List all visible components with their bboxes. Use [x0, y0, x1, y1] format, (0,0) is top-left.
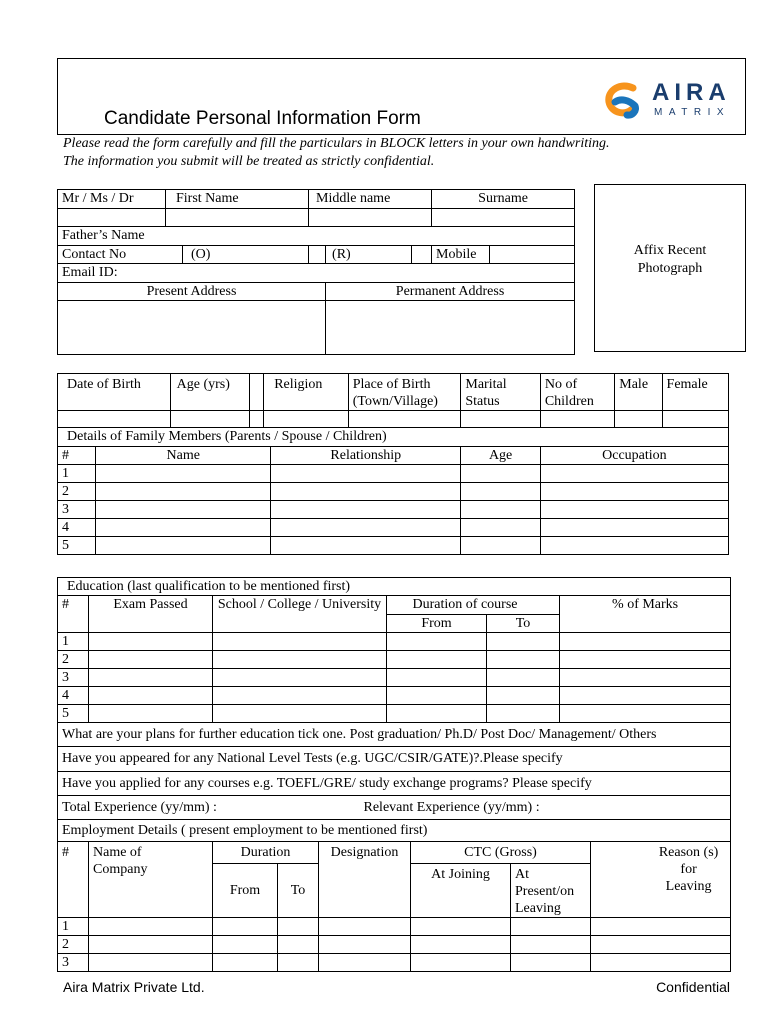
edu-to-field[interactable]: [487, 705, 560, 723]
email-field[interactable]: Email ID:: [58, 264, 575, 283]
marital-status-field[interactable]: [461, 411, 540, 428]
edu-from-field[interactable]: [387, 687, 487, 705]
emp-company-field[interactable]: [89, 936, 213, 954]
family-col-relationship: Relationship: [271, 447, 461, 465]
emp-reason-field[interactable]: [591, 954, 731, 972]
emp-to-field[interactable]: [278, 918, 319, 936]
religion-label: Religion: [264, 374, 349, 411]
family-col-occupation: Occupation: [540, 447, 728, 465]
row-number: 3: [58, 954, 89, 972]
row-number: 1: [58, 465, 96, 483]
emp-to-field[interactable]: [278, 936, 319, 954]
family-col-age: Age: [461, 447, 540, 465]
employment-section-title: Employment Details ( present employment to be mentioned first): [58, 820, 731, 842]
place-of-birth-label: Place of Birth (Town/Village): [348, 374, 461, 411]
courses-question[interactable]: Have you applied for any courses e.g. TOEFL/GRE/ study exchange programs? Please specify: [58, 772, 731, 796]
emp-col-company: Name of Company: [89, 842, 213, 918]
emp-col-hash: #: [58, 842, 89, 918]
family-relationship-field[interactable]: [271, 519, 461, 537]
male-checkbox[interactable]: [615, 411, 662, 428]
female-label: Female: [662, 374, 728, 411]
edu-exam-field[interactable]: [89, 687, 213, 705]
family-age-field[interactable]: [461, 519, 540, 537]
edu-exam-field[interactable]: [89, 669, 213, 687]
row-number: 2: [58, 651, 89, 669]
table-row: [58, 465, 729, 483]
female-checkbox[interactable]: [662, 411, 728, 428]
emp-col-designation: Designation: [319, 842, 411, 918]
photo-label-1: Affix Recent: [633, 243, 707, 258]
children-label: No of Children: [540, 374, 614, 411]
emp-col-joining: At Joining: [411, 864, 511, 918]
family-relationship-field[interactable]: [271, 465, 461, 483]
salutation-label: Mr / Ms / Dr: [58, 190, 166, 209]
family-age-field[interactable]: [461, 501, 540, 519]
edu-from-field[interactable]: [387, 651, 487, 669]
family-name-field[interactable]: [96, 501, 271, 519]
emp-joining-field[interactable]: [411, 918, 511, 936]
contact-gap-cell: [412, 246, 432, 264]
bio-spacer-cell: [250, 374, 264, 411]
emp-joining-field[interactable]: [411, 936, 511, 954]
row-number: 5: [58, 705, 89, 723]
footer-company: Aira Matrix Private Ltd.: [63, 979, 205, 995]
first-name-label: First Name: [166, 190, 309, 209]
edu-from-field[interactable]: [387, 705, 487, 723]
row-number: 2: [58, 483, 96, 501]
table-row: [58, 669, 731, 687]
table-row: [58, 954, 731, 972]
emp-col-reason: Reason (s) for Leaving: [591, 842, 731, 918]
emp-from-field[interactable]: [213, 954, 278, 972]
instruction-line-1: Please read the form carefully and fill the particulars in BLOCK letters in your own handwriting.: [63, 136, 610, 151]
relevant-experience-field[interactable]: Relevant Experience (yy/mm) :: [319, 796, 731, 820]
bio-spacer-field: [250, 411, 264, 428]
family-occupation-field[interactable]: [540, 483, 728, 501]
family-section-title: Details of Family Members (Parents / Spouse / Children): [58, 428, 729, 447]
photo-label-2: Photograph: [637, 261, 703, 276]
marital-status-label: Marital Status: [461, 374, 540, 411]
emp-present-field[interactable]: [511, 918, 591, 936]
edu-exam-field[interactable]: [89, 633, 213, 651]
edu-marks-field[interactable]: [560, 705, 731, 723]
family-occupation-field[interactable]: [540, 537, 728, 555]
emp-present-field[interactable]: [511, 954, 591, 972]
family-occupation-field[interactable]: [540, 501, 728, 519]
edu-from-field[interactable]: [387, 669, 487, 687]
edu-col-marks: % of Marks: [560, 596, 731, 633]
contact-divider-cell: [309, 246, 326, 264]
age-field[interactable]: [170, 411, 249, 428]
row-number: 1: [58, 918, 89, 936]
page-title: Candidate Personal Information Form: [104, 108, 421, 129]
edu-to-field[interactable]: [487, 687, 560, 705]
table-row: [58, 936, 731, 954]
edu-marks-field[interactable]: [560, 651, 731, 669]
row-number: 4: [58, 519, 96, 537]
present-address-field[interactable]: [58, 301, 326, 355]
edu-to-field[interactable]: [487, 651, 560, 669]
male-label: Male: [615, 374, 662, 411]
personal-info-table: [57, 189, 575, 355]
instruction-line-2: The information you submit will be treated as strictly confidential.: [63, 154, 435, 169]
edu-col-exam: Exam Passed: [89, 596, 213, 633]
family-col-name: Name: [96, 447, 271, 465]
edu-marks-field[interactable]: [560, 633, 731, 651]
emp-designation-field[interactable]: [319, 918, 411, 936]
table-row: [58, 705, 731, 723]
mobile-field[interactable]: [490, 246, 575, 264]
total-experience-field[interactable]: Total Experience (yy/mm) :: [58, 796, 319, 820]
edu-school-field[interactable]: [213, 651, 387, 669]
emp-company-field[interactable]: [89, 954, 213, 972]
present-address-label: Present Address: [58, 283, 326, 301]
contact-residence-field[interactable]: (R): [326, 246, 412, 264]
emp-company-field[interactable]: [89, 918, 213, 936]
education-section-title: Education (last qualification to be mentioned first): [58, 578, 731, 596]
place-of-birth-field[interactable]: [348, 411, 461, 428]
family-col-hash: #: [58, 447, 96, 465]
permanent-address-label: Permanent Address: [326, 283, 575, 301]
emp-reason-field[interactable]: [591, 918, 731, 936]
family-occupation-field[interactable]: [540, 465, 728, 483]
emp-col-to: To: [278, 864, 319, 918]
edu-school-field[interactable]: [213, 705, 387, 723]
father-name-field[interactable]: Father’s Name: [58, 227, 575, 246]
emp-col-present: At Present/on Leaving: [511, 864, 591, 918]
first-name-field[interactable]: [166, 209, 309, 227]
edu-col-hash: #: [58, 596, 89, 633]
table-row: [58, 651, 731, 669]
dob-label: Date of Birth: [58, 374, 171, 411]
table-row: [58, 687, 731, 705]
edu-from-field[interactable]: [387, 633, 487, 651]
family-age-field[interactable]: [461, 465, 540, 483]
national-tests-question[interactable]: Have you appeared for any National Level Tests (e.g. UGC/CSIR/GATE)?.Please specify: [58, 747, 731, 772]
dob-field[interactable]: [58, 411, 171, 428]
edu-school-field[interactable]: [213, 687, 387, 705]
edu-to-field[interactable]: [487, 633, 560, 651]
emp-reason-field[interactable]: [591, 936, 731, 954]
salutation-field[interactable]: [58, 209, 166, 227]
edu-col-school: School / College / University: [213, 596, 387, 633]
family-age-field[interactable]: [461, 537, 540, 555]
emp-to-field[interactable]: [278, 954, 319, 972]
education-employment-table: [57, 577, 731, 972]
emp-col-from: From: [213, 864, 278, 918]
edu-col-to: To: [487, 615, 560, 633]
emp-from-field[interactable]: [213, 918, 278, 936]
edu-marks-field[interactable]: [560, 669, 731, 687]
emp-designation-field[interactable]: [319, 936, 411, 954]
company-logo: [603, 80, 741, 120]
footer-confidential: Confidential: [656, 979, 730, 995]
permanent-address-field[interactable]: [326, 301, 575, 355]
edu-exam-field[interactable]: [89, 705, 213, 723]
mobile-label: Mobile: [432, 246, 490, 264]
surname-label: Surname: [432, 190, 575, 209]
family-name-field[interactable]: [96, 537, 271, 555]
logo-subtext: MATRIX: [654, 107, 731, 118]
bio-family-table: [57, 373, 729, 555]
table-row: [58, 537, 729, 555]
family-name-field[interactable]: [96, 519, 271, 537]
logo-text: AIRA: [652, 79, 731, 106]
table-row: [58, 519, 729, 537]
table-row: [58, 483, 729, 501]
age-label: Age (yrs): [170, 374, 249, 411]
religion-field[interactable]: [264, 411, 349, 428]
surname-field[interactable]: [432, 209, 575, 227]
edu-col-duration: Duration of course: [387, 596, 560, 615]
family-relationship-field[interactable]: [271, 483, 461, 501]
row-number: 1: [58, 633, 89, 651]
edu-marks-field[interactable]: [560, 687, 731, 705]
edu-school-field[interactable]: [213, 633, 387, 651]
edu-col-from: From: [387, 615, 487, 633]
edu-to-field[interactable]: [487, 669, 560, 687]
emp-designation-field[interactable]: [319, 954, 411, 972]
table-row: [58, 918, 731, 936]
row-number: 5: [58, 537, 96, 555]
emp-joining-field[interactable]: [411, 954, 511, 972]
family-relationship-field[interactable]: [271, 501, 461, 519]
row-number: 3: [58, 501, 96, 519]
family-occupation-field[interactable]: [540, 519, 728, 537]
emp-col-duration: Duration: [213, 842, 319, 864]
contact-office-field[interactable]: (O): [183, 246, 309, 264]
row-number: 2: [58, 936, 89, 954]
edu-exam-field[interactable]: [89, 651, 213, 669]
logo-mark-icon: [603, 80, 643, 120]
family-name-field[interactable]: [96, 483, 271, 501]
edu-school-field[interactable]: [213, 669, 387, 687]
row-number: 4: [58, 687, 89, 705]
table-row: [58, 501, 729, 519]
family-age-field[interactable]: [461, 483, 540, 501]
photo-box[interactable]: [594, 184, 746, 352]
emp-present-field[interactable]: [511, 936, 591, 954]
family-relationship-field[interactable]: [271, 537, 461, 555]
middle-name-field[interactable]: [309, 209, 432, 227]
row-number: 3: [58, 669, 89, 687]
children-field[interactable]: [540, 411, 614, 428]
family-name-field[interactable]: [96, 465, 271, 483]
emp-from-field[interactable]: [213, 936, 278, 954]
contact-label: Contact No: [58, 246, 183, 264]
emp-col-ctc: CTC (Gross): [411, 842, 591, 864]
middle-name-label: Middle name: [309, 190, 432, 209]
further-education-question[interactable]: What are your plans for further education tick one. Post graduation/ Ph.D/ Post Doc/ Management/ Others: [58, 723, 731, 747]
table-row: [58, 633, 731, 651]
